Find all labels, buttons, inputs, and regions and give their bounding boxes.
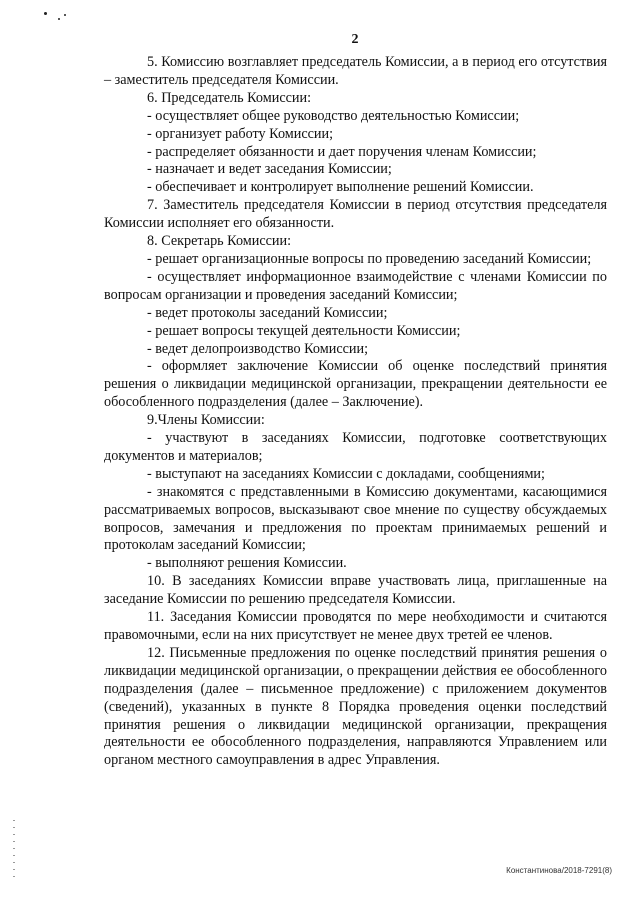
document-footer-reference: Константинова/2018-7291(8) bbox=[506, 866, 612, 875]
paragraph-item-12: 12. Письменные предложения по оценке последствий принятия решения о ликвидации медицинской организации, о прекращении действия ее обособленного подразделения (далее – письменное предложение) с приложением документов (сведений), указанных в пункте 8 Порядка проведения оценки последствий принятия решения о ликвидации медицинской организации, прекращения деятельности ее обособленного подразделения, направляются Управлением или органом местного самоуправления в адрес Управления. bbox=[104, 644, 607, 769]
scan-speck bbox=[44, 12, 47, 15]
scan-speck bbox=[58, 18, 60, 20]
list-item: - участвуют в заседаниях Комиссии, подготовке соответствующих документов и материалов; bbox=[104, 430, 607, 464]
list-item: - ведет протоколы заседаний Комиссии; bbox=[147, 304, 388, 321]
list-item: - назначает и ведет заседания Комиссии; bbox=[147, 161, 392, 178]
list-item: - ведет делопроизводство Комиссии; bbox=[147, 340, 369, 357]
list-item: - решает вопросы текущей деятельности Комиссии; bbox=[147, 322, 461, 339]
list-item: - осуществляет информационное взаимодействие с членами Комиссии по вопросам организации и проведения заседаний Комиссии; bbox=[104, 268, 607, 303]
list-item: - обеспечивает и контролирует выполнение решений Комиссии. bbox=[147, 179, 534, 196]
paragraph-item-11: 11. Заседания Комиссии проводятся по мере необходимости и считаются правомочными, если на них присутствует не менее двух третей ее членов. bbox=[104, 609, 607, 643]
document-body bbox=[104, 54, 607, 770]
paragraph-item-6-heading: 6. Председатель Комиссии: bbox=[147, 89, 312, 106]
paragraph-item-9-heading: 9.Члены Комиссии: bbox=[147, 412, 265, 429]
paragraph-item-10: 10. В заседаниях Комиссии вправе участвовать лица, приглашенные на заседание Комиссии по решению председателя Комиссии. bbox=[104, 573, 607, 608]
list-item: - оформляет заключение Комиссии об оценке последствий принятия решения о ликвидации медицинской организации, прекращении деятельности ее обособленного подразделения (далее – Заключение). bbox=[104, 358, 607, 411]
list-item: - осуществляет общее руководство деятельностью Комиссии; bbox=[147, 107, 520, 124]
list-item: - выступают на заседаниях Комиссии с докладами, сообщениями; bbox=[147, 465, 545, 482]
scan-speck bbox=[64, 14, 66, 16]
list-item: - решает организационные вопросы по проведению заседаний Комиссии; bbox=[147, 250, 592, 267]
paragraph-item-8-heading: 8. Секретарь Комиссии: bbox=[147, 233, 292, 250]
margin-scan-marks bbox=[13, 820, 15, 880]
page-number: 2 bbox=[351, 32, 359, 47]
paragraph-item-7: 7. Заместитель председателя Комиссии в период отсутствия председателя Комиссии исполняет его обязанности. bbox=[104, 197, 607, 232]
list-item: - знакомятся с представленными в Комиссию документами, касающимися рассматриваемых вопросов, высказывают свое мнение по существу обсуждаемых вопросов, замечания и предложения по проектам принимаемых решений и протоколам заседаний Комиссии; bbox=[104, 483, 607, 554]
paragraph-item-5: 5. Комиссию возглавляет председатель Комиссии, а в период его отсутствия – заместитель председателя Комиссии. bbox=[104, 54, 607, 88]
list-item: - выполняют решения Комиссии. bbox=[147, 555, 347, 572]
list-item: - организует работу Комиссии; bbox=[147, 125, 334, 142]
list-item: - распределяет обязанности и дает поручения членам Комиссии; bbox=[147, 143, 537, 160]
